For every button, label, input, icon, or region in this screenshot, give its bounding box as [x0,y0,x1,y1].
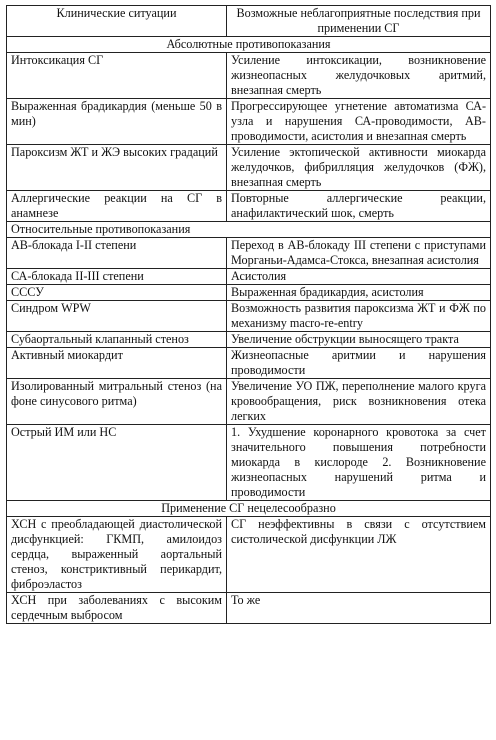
situation-cell: Синдром WPW [7,301,227,332]
situation-cell: Выраженная брадикардия (меньше 50 в мин) [7,99,227,145]
situation-cell: Острый ИМ или НС [7,425,227,501]
situation-cell: СА-блокада II-III степени [7,269,227,285]
header-row [7,6,491,37]
situation-cell: Аллергические реакции на СГ в анамнезе [7,191,227,222]
section-row-inappropriate [7,501,491,517]
section-title: Абсолютные противопоказания [7,37,491,53]
situation-cell: ХСН с преобладающей диастолической дисфункцией: ГКМП, амилоидоз сердца, выраженный аортальный стеноз, констриктивный перикардит, фиброэластоз [7,517,227,593]
table-row [7,99,491,145]
table-row [7,301,491,332]
consequence-cell: Увеличение УО ПЖ, переполнение малого круга кровообращения, риск возникновения отека легких [227,379,491,425]
consequence-cell: Выраженная брадикардия, асистолия [227,285,491,301]
section-title: Применение СГ нецелесообразно [7,501,491,517]
consequence-cell: Возможность развития пароксизма ЖТ и ФЖ по механизму macro-re-entry [227,301,491,332]
table-row [7,348,491,379]
consequence-cell: Повторные аллергические реакции, анафилактический шок, смерть [227,191,491,222]
situation-cell: Интоксикация СГ [7,53,227,99]
consequence-cell: Прогрессирующее угнетение автоматизма СА-узла и нарушения СА-проводимости, АВ-проводимости, асистолия и внезапная смерть [227,99,491,145]
section-row-relative [7,222,491,238]
situation-cell: ХСН при заболеваниях с высоким сердечным выбросом [7,593,227,624]
table-body [7,37,491,624]
situation-cell: Субаортальный клапанный стеноз [7,332,227,348]
table-row [7,191,491,222]
table-row [7,238,491,269]
table-row [7,285,491,301]
section-title: Относительные противопоказания [7,222,491,238]
situation-cell: АВ-блокада I-II степени [7,238,227,269]
consequence-cell: Переход в АВ-блокаду III степени с приступами Морганьи-Адамса-Стокса, внезапная асистолия [227,238,491,269]
header-situation: Клинические ситуации [7,6,227,37]
consequence-cell: Усиление эктопической активности миокарда желудочков, фибрилляция желудочков (ФЖ), внезапная смерть [227,145,491,191]
consequence-cell: То же [227,593,491,624]
situation-cell: Изолированный митральный стеноз (на фоне синусового ритма) [7,379,227,425]
table-row [7,593,491,624]
consequence-cell: Увеличение обструкции выносящего тракта [227,332,491,348]
section-row-absolute [7,37,491,53]
table-row [7,425,491,501]
header-consequences: Возможные неблагоприятные последствия при применении СГ [227,6,491,37]
consequence-cell: Усиление интоксикации, возникновение жизнеопасных желудочковых аритмий, внезапная смерть [227,53,491,99]
table-row [7,53,491,99]
table-row [7,517,491,593]
table-row [7,332,491,348]
situation-cell: СССУ [7,285,227,301]
consequence-cell: СГ неэффективны в связи с отсутствием систолической дисфункции ЛЖ [227,517,491,593]
table-row [7,145,491,191]
consequence-cell: Жизнеопасные аритмии и нарушения проводимости [227,348,491,379]
contraindications-table [6,5,491,624]
table-header [7,6,491,37]
table-row [7,379,491,425]
situation-cell: Пароксизм ЖТ и ЖЭ высоких градаций [7,145,227,191]
situation-cell: Активный миокардит [7,348,227,379]
consequence-cell: 1. Ухудшение коронарного кровотока за счет значительного повышения потребности миокарда в кислороде 2. Возникновение жизнеопасных нарушений ритма и проводимости [227,425,491,501]
consequence-cell: Асистолия [227,269,491,285]
table-row [7,269,491,285]
